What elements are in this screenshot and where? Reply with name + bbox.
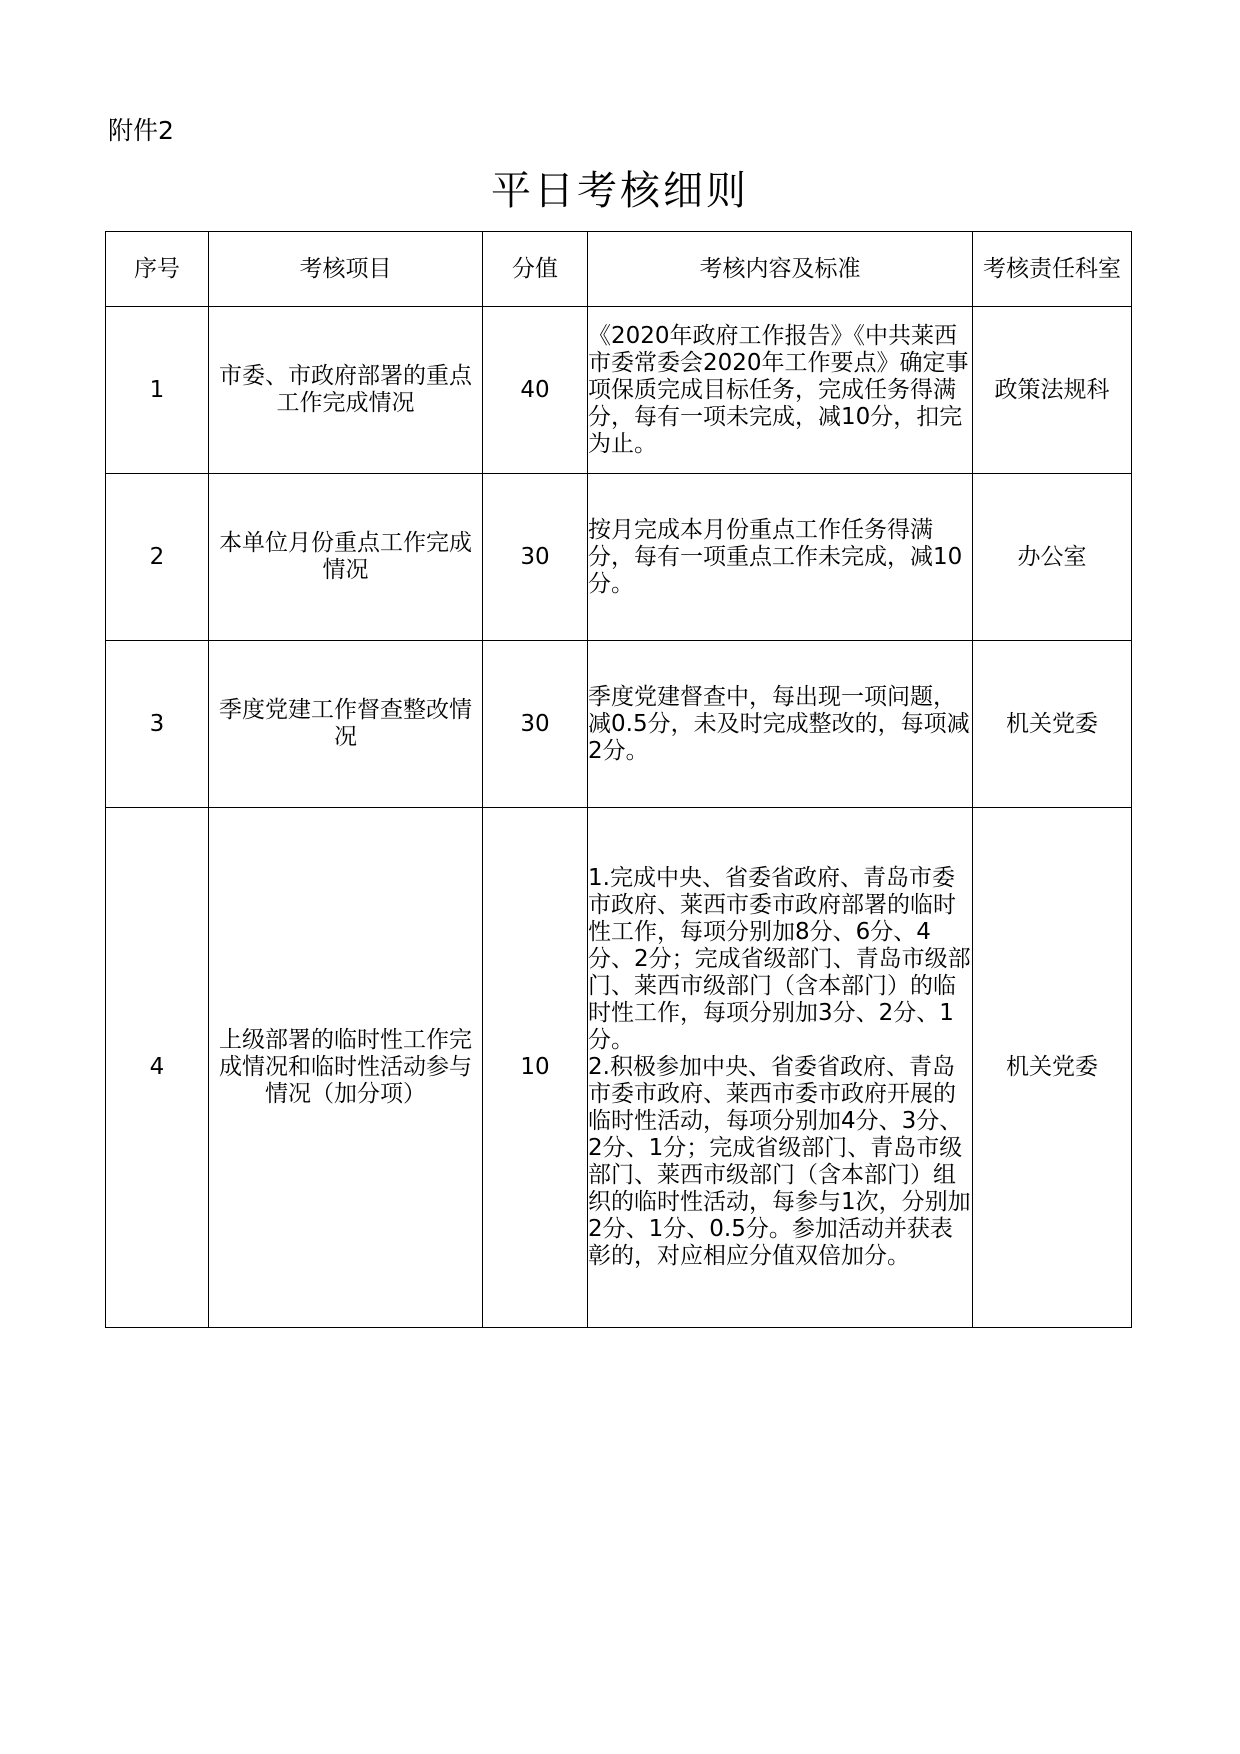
- row-score: 40: [483, 307, 588, 474]
- row-item: 市委、市政府部署的重点工作完成情况: [209, 307, 483, 474]
- row-number: 4: [106, 808, 209, 1328]
- table-row: [106, 307, 1132, 474]
- document-title: 平日考核细则: [491, 168, 749, 214]
- row-content: 季度党建督查中，每出现一项问题，减0.5分，未及时完成整改的，每项减2分。: [588, 641, 973, 808]
- row-number: 2: [106, 474, 209, 641]
- row-dept: 办公室: [973, 474, 1132, 641]
- table-row: [106, 808, 1132, 1328]
- attachment-label: 附件2: [108, 116, 174, 145]
- row-score: 30: [483, 641, 588, 808]
- table-row: [106, 474, 1132, 641]
- header-content: 考核内容及标准: [588, 232, 973, 307]
- row-content: 《2020年政府工作报告》《中共莱西市委常委会2020年工作要点》确定事项保质完成目标任务，完成任务得满分，每有一项未完成，减10分，扣完为止。: [588, 307, 973, 474]
- row-dept: 机关党委: [973, 641, 1132, 808]
- assessment-table: [105, 231, 1132, 1328]
- row-score: 30: [483, 474, 588, 641]
- header-score: 分值: [483, 232, 588, 307]
- row-dept: 政策法规科: [973, 307, 1132, 474]
- table-header-row: [106, 232, 1132, 307]
- row-item: 上级部署的临时性工作完成情况和临时性活动参与情况（加分项）: [209, 808, 483, 1328]
- row-content: 1.完成中央、省委省政府、青岛市委市政府、莱西市委市政府部署的临时性工作，每项分别加8分、6分、4分、2分；完成省级部门、青岛市级部门、莱西市级部门（含本部门）的临时性工作，每项分别加3分、2分、1分。 2.积极参加中央、省委省政府、青岛市委市政府、莱西市委市政府开展的临时性活动，每项分别加4分、3分、2分、1分；完成省级部门、青岛市级部门、莱西市级部门（含本部门）组织的临时性活动，每参与1次，分别加2分、1分、0.5分。参加活动并获表彰的，对应相应分值双倍加分。: [588, 808, 973, 1328]
- header-no: 序号: [106, 232, 209, 307]
- row-dept: 机关党委: [973, 808, 1132, 1328]
- header-item: 考核项目: [209, 232, 483, 307]
- header-dept: 考核责任科室: [973, 232, 1132, 307]
- row-number: 1: [106, 307, 209, 474]
- row-item: 本单位月份重点工作完成情况: [209, 474, 483, 641]
- table-row: [106, 641, 1132, 808]
- row-score: 10: [483, 808, 588, 1328]
- row-content: 按月完成本月份重点工作任务得满分，每有一项重点工作未完成，减10分。: [588, 474, 973, 641]
- row-item: 季度党建工作督查整改情况: [209, 641, 483, 808]
- row-number: 3: [106, 641, 209, 808]
